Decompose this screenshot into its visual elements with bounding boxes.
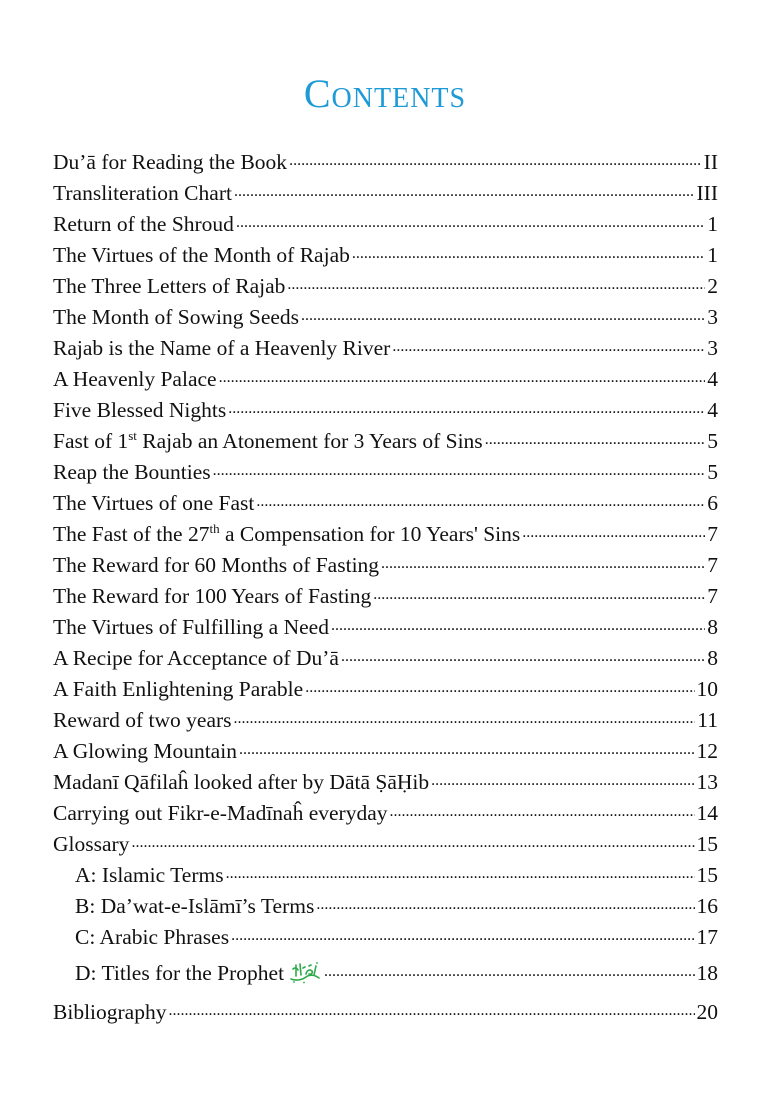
- toc-entry-label: A: Islamic Terms: [75, 863, 224, 887]
- toc-entry-label: [75, 953, 322, 993]
- toc-entry[interactable]: [53, 147, 718, 178]
- toc-page-number: 3: [707, 305, 718, 329]
- dot-leader: [305, 675, 694, 697]
- toc-entry[interactable]: [53, 426, 718, 457]
- dot-leader: [226, 861, 695, 883]
- toc-page-number: 18: [696, 961, 718, 985]
- dot-leader: [228, 396, 705, 418]
- toc-entry-label: Rajab is the Name of a Heavenly River: [53, 336, 391, 360]
- toc-page-number: 10: [696, 677, 718, 701]
- toc-page-number: 3: [707, 336, 718, 360]
- dot-leader: [381, 551, 705, 573]
- toc-page-number: 5: [707, 460, 718, 484]
- dot-leader: [256, 489, 705, 511]
- toc-page-number: 6: [707, 491, 718, 515]
- toc-entry[interactable]: [53, 674, 718, 705]
- dot-leader: [289, 148, 702, 170]
- dot-leader: [219, 365, 706, 387]
- toc-page-number: 16: [696, 894, 718, 918]
- toc-entry[interactable]: [53, 302, 718, 333]
- toc-entry-label: The Reward for 100 Years of Fasting: [53, 584, 372, 608]
- toc-entry[interactable]: [53, 488, 718, 519]
- toc-page-number: 1: [707, 212, 718, 236]
- toc-page-number: 15: [696, 863, 718, 887]
- toc-page-number: 13: [696, 770, 718, 794]
- toc-entry-label: Reap the Bounties: [53, 460, 211, 484]
- dot-leader: [324, 959, 694, 981]
- toc-entry[interactable]: [53, 178, 718, 209]
- dot-leader: [485, 427, 706, 449]
- dot-leader: [522, 520, 705, 542]
- toc-entry-label: Carrying out Fikr-e-Madīnaĥ everyday: [53, 801, 388, 825]
- toc-entry[interactable]: [53, 829, 718, 860]
- toc-entry[interactable]: [53, 798, 718, 829]
- toc-page-number: 1: [707, 243, 718, 267]
- toc-page-number: 11: [697, 708, 718, 732]
- toc-entry-label: The Virtues of one Fast: [53, 491, 255, 515]
- dot-leader: [213, 458, 706, 480]
- toc-entry[interactable]: [53, 457, 718, 488]
- toc-entry-label: Reward of two years: [53, 708, 232, 732]
- toc-entry[interactable]: [53, 519, 718, 550]
- toc-entry-label: Bibliography: [53, 1000, 167, 1024]
- toc-entry-label: The Month of Sowing Seeds: [53, 305, 300, 329]
- toc-page-number: 20: [696, 1000, 718, 1024]
- label-text: Fast of 1: [53, 429, 129, 453]
- dot-leader: [168, 998, 694, 1020]
- salutation-calligraphy-icon: [288, 960, 322, 984]
- toc-entry-label: The Virtues of the Month of Rajab: [53, 243, 350, 267]
- dot-leader: [131, 830, 694, 852]
- dot-leader: [301, 303, 705, 325]
- toc-entry-label: A Heavenly Palace: [53, 367, 217, 391]
- toc-entry[interactable]: [53, 209, 718, 240]
- toc-page-number: 2: [707, 274, 718, 298]
- toc-entry[interactable]: [53, 612, 718, 643]
- toc-entry-label: B: Da’wat-e-Islāmī’s Terms: [75, 894, 315, 918]
- table-of-contents: [53, 147, 718, 1028]
- toc-page-number: 5: [707, 429, 718, 453]
- toc-entry-label: A Recipe for Acceptance of Du’ā: [53, 646, 339, 670]
- toc-entry-label: C: Arabic Phrases: [75, 925, 230, 949]
- toc-entry[interactable]: [53, 333, 718, 364]
- toc-entry[interactable]: [53, 997, 718, 1028]
- toc-entry-label: A Glowing Mountain: [53, 739, 237, 763]
- dot-leader: [331, 613, 705, 635]
- dot-leader: [390, 799, 695, 821]
- dot-leader: [392, 334, 705, 356]
- toc-page-number: 7: [707, 584, 718, 608]
- toc-entry[interactable]: [53, 581, 718, 612]
- dot-leader: [373, 582, 705, 604]
- toc-subentry[interactable]: [53, 891, 718, 922]
- toc-page-number: III: [696, 181, 718, 205]
- toc-entry[interactable]: [53, 364, 718, 395]
- label-text: Rajab an Atonement for 3 Years of Sins: [136, 429, 483, 453]
- dot-leader: [287, 272, 705, 294]
- toc-entry-label: The Three Letters of Rajab: [53, 274, 286, 298]
- toc-page-number: II: [703, 150, 718, 174]
- toc-entry-label: A Faith Enlightening Parable: [53, 677, 304, 701]
- toc-entry[interactable]: [53, 240, 718, 271]
- toc-page-number: 8: [707, 615, 718, 639]
- toc-entry-label: Glossary: [53, 832, 130, 856]
- toc-entry[interactable]: [53, 767, 718, 798]
- toc-page-number: 15: [696, 832, 718, 856]
- dot-leader: [231, 923, 694, 945]
- toc-page-number: 4: [707, 398, 718, 422]
- toc-entry-label: [53, 519, 520, 550]
- toc-page-number: 7: [707, 522, 718, 546]
- label-text: D: Titles for the Prophet: [75, 961, 285, 985]
- dot-leader: [234, 179, 695, 201]
- toc-entry[interactable]: [53, 271, 718, 302]
- toc-page-number: 8: [707, 646, 718, 670]
- dot-leader: [236, 210, 705, 232]
- toc-page-number: 7: [707, 553, 718, 577]
- toc-entry[interactable]: [53, 736, 718, 767]
- toc-page-number: 14: [696, 801, 718, 825]
- dot-leader: [431, 768, 694, 790]
- dot-leader: [316, 892, 694, 914]
- ordinal-suffix: st: [128, 427, 137, 443]
- ordinal-suffix: th: [209, 520, 220, 536]
- toc-entry-label: Five Blessed Nights: [53, 398, 227, 422]
- toc-entry-label: Transliteration Chart: [53, 181, 232, 205]
- label-text: The Fast of the 27: [53, 522, 210, 546]
- toc-subentry[interactable]: [53, 922, 718, 953]
- toc-entry-label: Du’ā for Reading the Book: [53, 150, 288, 174]
- toc-entry[interactable]: [53, 643, 718, 674]
- toc-entry-label: The Virtues of Fulfilling a Need: [53, 615, 329, 639]
- dot-leader: [234, 706, 696, 728]
- toc-entry-label: Madanī Qāfilaĥ looked after by Dātā ṢāḤib: [53, 770, 430, 794]
- toc-entry[interactable]: [53, 705, 718, 736]
- label-text: a Compensation for 10 Years' Sins: [219, 522, 521, 546]
- toc-page-number: 4: [707, 367, 718, 391]
- toc-subentry[interactable]: [53, 953, 718, 993]
- dot-leader: [352, 241, 705, 263]
- toc-subentry[interactable]: [53, 860, 718, 891]
- toc-entry-label: [53, 426, 483, 457]
- dot-leader: [239, 737, 695, 759]
- page-title: Contents: [303, 71, 467, 116]
- toc-entry[interactable]: [53, 550, 718, 581]
- toc-entry-label: The Reward for 60 Months of Fasting: [53, 553, 380, 577]
- toc-entry-label: Return of the Shroud: [53, 212, 234, 236]
- toc-entry[interactable]: [53, 395, 718, 426]
- dot-leader: [341, 644, 705, 666]
- toc-page-number: 17: [696, 925, 718, 949]
- toc-page-number: 12: [696, 739, 718, 763]
